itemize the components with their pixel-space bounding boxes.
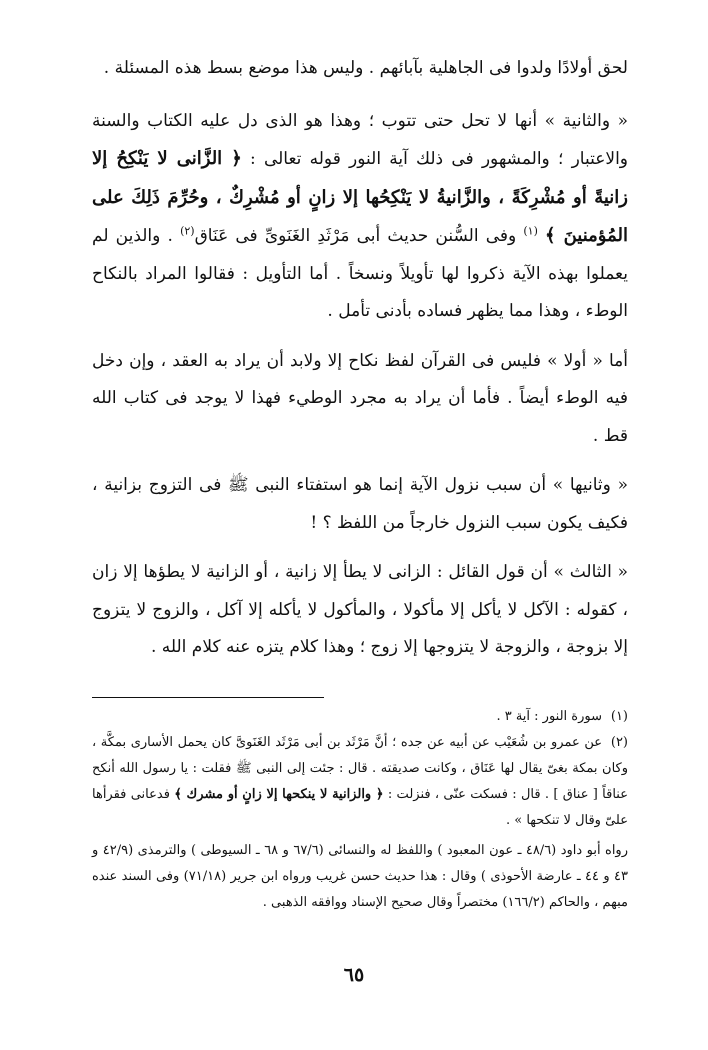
footnote-2-source bbox=[92, 838, 628, 916]
footnote-2 bbox=[92, 730, 628, 834]
page-body bbox=[92, 50, 628, 916]
footnote-ref-2[interactable]: (٢) bbox=[180, 224, 195, 238]
footnote-2-text: عن عمرو بن شُعَيْب عن أبيه عن جده ؛ أنَّ مَرْثَد بن أبى مَرْثَد الغَنَوىَّ كان يحمل الأسارى بمكَّة ، وكان بمكة بغىّ يقال لها عَنَاق ، وكانت صديقته . قال : جئت إلى النبى ﷺ فقلت : يا رسول الله أنكح عناقاً [ عناق ] . قال : فسكت عنّى ، فنزلت : bbox=[92, 734, 628, 802]
paragraph-1 bbox=[92, 50, 628, 88]
footnote-1-text: سورة النور : آية ٣ . bbox=[496, 708, 602, 724]
footnote-1-number: (١) bbox=[610, 708, 628, 724]
paragraph-2-mid: وفى السُّنن حديث أبى مَرْثَدِ الغَنَوىِّ فى عَنَاق bbox=[194, 226, 524, 246]
footnote-2-source-text: رواه أبو داود (٤٨/٦ ـ عون المعبود ) واللفظ له والنسائى (٦٧/٦ و ٦٨ ـ السيوطى ) والترمذى (٤٢/٩ و ٤٣ و ٤٤ ـ عارضة الأحوذى ) وقال : هذا حديث حسن غريب ورواه ابن جرير (٧١/١٨) وفى السند عنده مبهم ، والحاكم (١٦٦/٢) مختصراً وقال صحيح الإسناد ووافقه الذهبى . bbox=[92, 842, 628, 910]
paragraph-4 bbox=[92, 467, 628, 542]
footnote-ref-1[interactable]: (١) bbox=[523, 224, 538, 238]
footnote-divider bbox=[92, 697, 324, 698]
footnote-1 bbox=[92, 704, 628, 730]
footnote-2-verse: ﴿ والزانية لا ينكحها إلا زانٍ أو مشرك ﴾ bbox=[174, 786, 384, 802]
paragraph-2-intro: « والثانية » أنها لا تحل حتى تتوب ؛ وهذا هو الذى دل عليه الكتاب والسنة والاعتبار ؛ والمشهور فى ذلك آية النور قوله تعالى : bbox=[92, 110, 629, 169]
paragraph-4-text: « وثانيها » أن سبب نزول الآية إنما هو استفتاء النبى ﷺ فى التزوج بزانية ، فكيف يكون سبب النزول خارجاً من اللفظ ؟ ! bbox=[92, 475, 628, 533]
paragraph-3-text: أما « أولا » فليس فى القرآن لفظ نكاح إلا ولابد أن يراد به العقد ، وإن دخل فيه الوطء أيضاً . فأما أن يراد به مجرد الوطيء فهذا لا يوجد فى كتاب الله قط . bbox=[92, 350, 628, 446]
paragraph-3 bbox=[92, 343, 628, 456]
footnotes bbox=[92, 704, 628, 916]
footnote-2-number: (٢) bbox=[610, 734, 628, 750]
page-number: ٦٥ bbox=[343, 964, 365, 986]
paragraph-1-text: لحق أولادًا ولدوا فى الجاهلية بآبائهم . وليس هذا موضع بسط هذه المسئلة . bbox=[103, 58, 628, 78]
paragraph-2 bbox=[92, 103, 628, 331]
paragraph-5-text: « الثالث » أن قول القائل : الزانى لا يطأ إلا زانية ، أو الزانية لا يطؤها إلا زان ، كقوله : الآكل لا يأكل إلا مأكولا ، والمأكول لا يأكله إلا آكل ، والزوج لا يتزوج إلا بزوجة ، والزوجة لا يتزوجها إلا زوج ؛ وهذا كلام يتزه عنه كلام الله . bbox=[92, 562, 628, 657]
footnote-2-text-end: فدعانى فقرأها علىّ وقال لا تنكحها » . bbox=[92, 786, 628, 828]
quran-verse: ﴿ الزَّانى لا يَنْكِحُ إلا زانيةً أو مُشْرِكَةً ، والزَّانيةُ لا يَنْكِحُها إلا زانٍ أو مُشْرِكٌ ، وحُرِّمَ ذَلِكَ على المُؤمنينَ ﴾ bbox=[92, 148, 628, 246]
paragraph-2-end: . والذين لم يعملوا بهذه الآية ذكروا لها تأويلاً ونسخاً . أما التأويل : فقالوا المراد بالنكاح الوطء ، وهذا مما يظهر فساده بأدنى تأمل . bbox=[92, 226, 628, 321]
paragraph-5 bbox=[92, 554, 628, 667]
